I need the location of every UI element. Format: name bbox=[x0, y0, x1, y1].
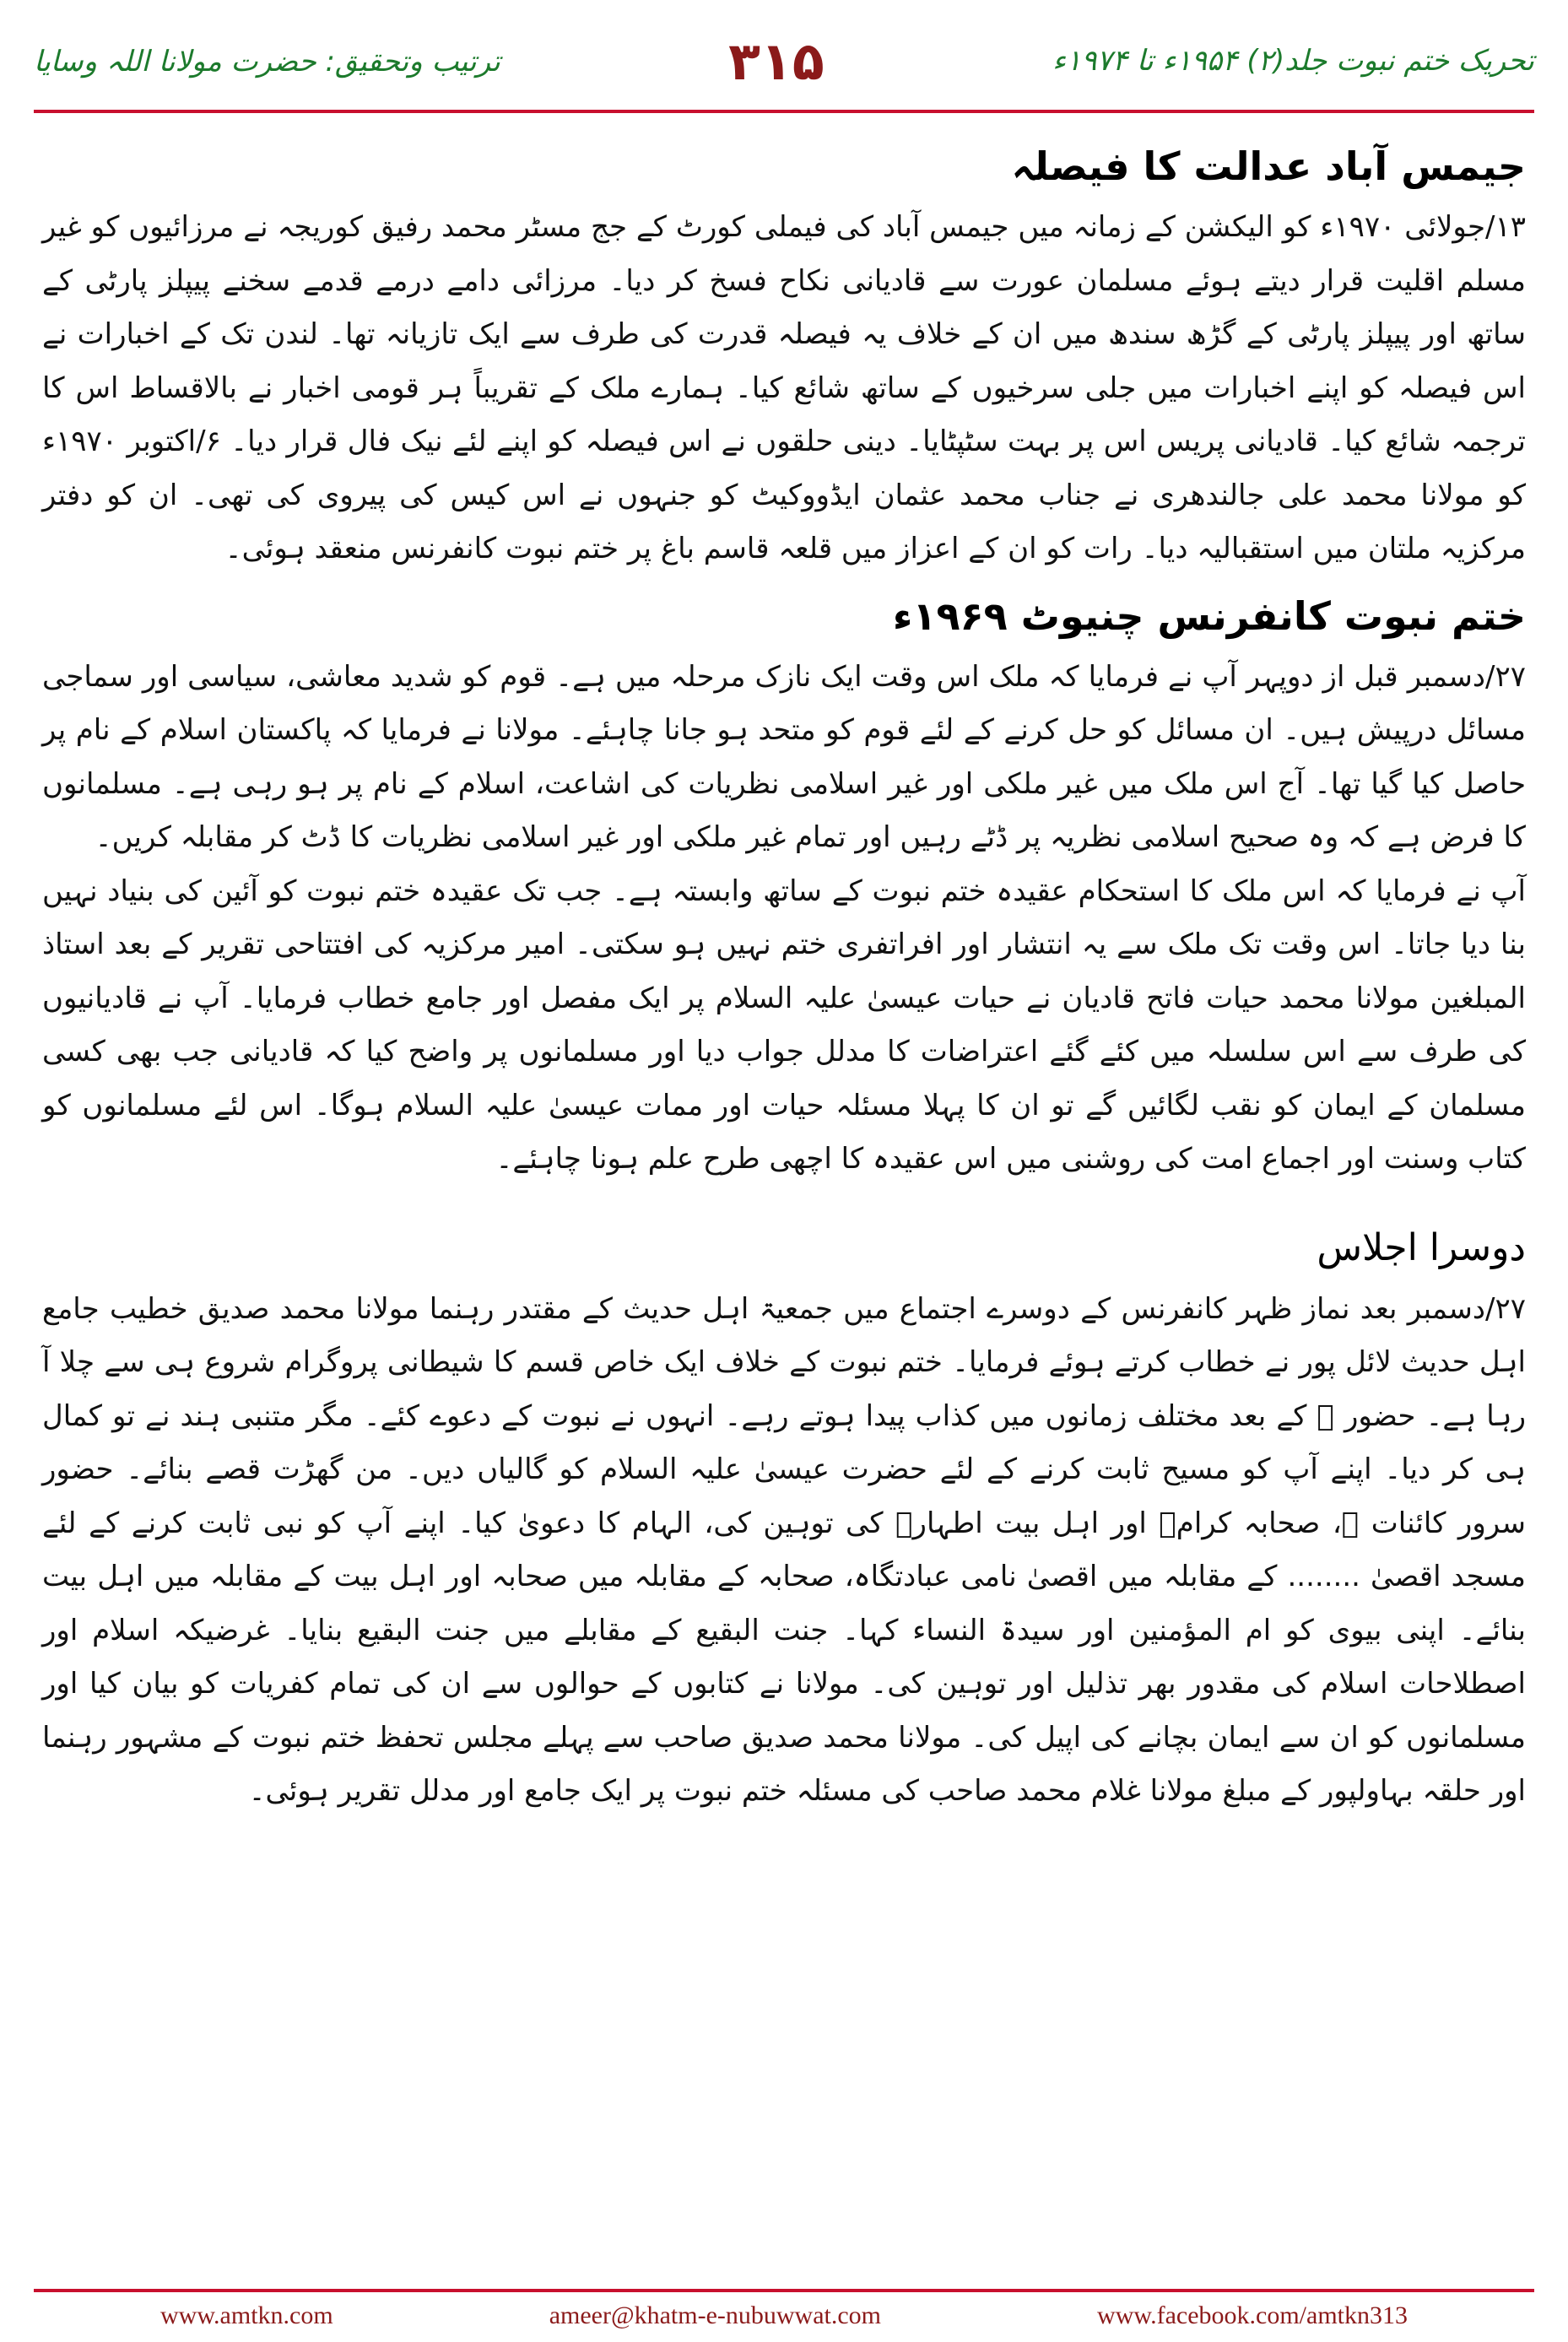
section-heading: دوسرا اجلاس bbox=[1317, 1225, 1526, 1269]
page-number: ۳۱۵ bbox=[728, 30, 825, 92]
paragraph: ۲۷/دسمبر بعد نماز ظہر کانفرنس کے دوسرے اجتماع میں جمعیۃ اہل حدیث کے مقتدر رہنما مولانا محمد صدیق خطیب جامع اہل حدیث لائل پور نے خطاب کرتے ہوئے فرمایا۔ ختم نبوت کے خلاف ایک خاص قسم کا شیطانی پروگرام شروع ہی سے چلا آ رہا ہے۔ حضور ﷺ کے بعد مختلف زمانوں میں کذاب پیدا ہوتے رہے۔ انہوں نے نبوت کے دعوے کئے۔ مگر متنبی ہند نے تو کمال ہی کر دیا۔ اپنے آپ کو مسیح ثابت کرنے کے لئے حضرت عیسیٰ علیہ السلام کو گالیاں دیں۔ من گھڑت قصے بنائے۔ حضور سرور کائنات ﷺ، صحابہ کرامؓ اور اہل بیت اطہارؓ کی توہین کی، الہام کا دعویٰ کیا۔ اپنے آپ کو نبی ثابت کرنے کے لئے مسجد اقصیٰ ........ کے مقابلہ میں اقصیٰ نامی عبادتگاہ، صحابہ کے مقابلہ میں صحابہ اور اہل بیت کے مقابلہ میں اہل بیت بنائے۔ اپنی بیوی کو ام المؤمنین اور سیدۃ النساء کہا۔ جنت البقیع کے مقابلے میں جنت البقیع بنایا۔ غرضیکہ اسلام اور اصطلاحات اسلام کی مقدور بھر تذلیل اور توہین کی۔ مولانا نے کتابوں کے حوالوں سے ان کی تمام کفریات کو بیان کیا اور مسلمانوں کو ان سے ایمان بچانے کی اپیل کی۔ مولانا محمد صدیق صاحب سے پہلے مجلس تحفظ ختم نبوت کے مشہور رہنما اور حلقہ بہاولپور کے مبلغ مولانا غلام محمد صاحب کی مسئلہ ختم نبوت پر ایک جامع اور مدلل تقریر ہوئی۔ bbox=[42, 1291, 1526, 1808]
footer-divider bbox=[34, 2289, 1534, 2292]
email-link[interactable]: ameer@khatm-e-nubuwwat.com bbox=[549, 2301, 882, 2329]
page-body bbox=[42, 127, 1526, 2274]
paragraph: ۱۳/جولائی ۱۹۷۰ء کو الیکشن کے زمانہ میں جیمس آباد کی فیملی کورٹ کے جج مسٹر محمد رفیق کوریجہ نے مرزائیوں کو غیر مسلم اقلیت قرار دیتے ہوئے مسلمان عورت سے قادیانی نکاح فسخ کر دیا۔ مرزائی دامے درمے قدمے سخنے پیپلز پارٹی کے ساتھ اور پیپلز پارٹی کے گڑھ سندھ میں ان کے خلاف یہ فیصلہ قدرت کی طرف سے ایک تازیانہ تھا۔ لندن تک کے اخبارات نے اس فیصلہ کو اپنے اخبارات میں جلی سرخیوں کے ساتھ شائع کیا۔ ہمارے ملک کے تقریباً ہر قومی اخبار نے بالاقساط اس کا ترجمہ شائع کیا۔ قادیانی پریس اس پر بہت سٹپٹایا۔ دینی حلقوں نے اس فیصلہ کو اپنے لئے نیک فال قرار دیا۔ ۶/اکتوبر ۱۹۷۰ء کو مولانا محمد علی جالندھری نے جناب محمد عثمان ایڈووکیٹ کو جنہوں نے اس کیس کی پیروی کی تھی۔ ان کو دفتر مرکزیہ ملتان میں استقبالیہ دیا۔ رات کو ان کے اعزاز میں قلعہ قاسم باغ پر ختم نبوت کانفرنس منعقد ہوئی۔ bbox=[42, 210, 1526, 565]
paragraph: ۲۷/دسمبر قبل از دوپہر آپ نے فرمایا کہ ملک اس وقت ایک نازک مرحلہ میں ہے۔ قوم کو شدید معاشی، سیاسی اور سماجی مسائل درپیش ہیں۔ ان مسائل کو حل کرنے کے لئے قوم کو متحد ہو جانا چاہئے۔ مولانا نے فرمایا کہ پاکستان اسلام کے نام پر حاصل کیا گیا تھا۔ آج اس ملک میں غیر ملکی اور غیر اسلامی نظریات کی اشاعت، اسلام کے نام پر ہو رہی ہے۔ مسلمانوں کا فرض ہے کہ وہ صحیح اسلامی نظریہ پر ڈٹے رہیں اور تمام غیر ملکی اور غیر اسلامی نظریات کا ڈٹ کر مقابلہ کریں۔ bbox=[42, 659, 1526, 854]
facebook-link[interactable]: www.facebook.com/amtkn313 bbox=[1097, 2301, 1408, 2329]
header-divider bbox=[34, 110, 1534, 113]
page-footer bbox=[160, 2297, 1408, 2334]
website-link[interactable]: www.amtkn.com bbox=[160, 2301, 333, 2329]
section-heading: ختم نبوت کانفرنس چنیوٹ ۱۹۶۹ء bbox=[892, 592, 1526, 639]
section-heading: جیمس آباد عدالت کا فیصلہ bbox=[1011, 143, 1526, 189]
header-editor-credit: ترتیب وتحقیق: حضرت مولانا اللہ وسایا bbox=[34, 44, 500, 78]
header-book-title: تحریک ختم نبوت جلد(۲) ۱۹۵۴ء تا ۱۹۷۴ء bbox=[1052, 44, 1534, 78]
page-header bbox=[34, 20, 1534, 101]
paragraph: آپ نے فرمایا کہ اس ملک کا استحکام عقیدہ ختم نبوت کے ساتھ وابستہ ہے۔ جب تک عقیدہ ختم نبوت کو آئین کی بنیاد نہیں بنا دیا جاتا۔ اس وقت تک ملک سے یہ انتشار اور افراتفری ختم نہیں ہو سکتی۔ امیر مرکزیہ کی افتتاحی تقریر کے بعد استاذ المبلغین مولانا محمد حیات فاتح قادیان نے حیات عیسیٰ علیہ السلام پر ایک مفصل اور جامع خطاب فرمایا۔ آپ نے قادیانیوں کی طرف سے اس سلسلہ میں کئے گئے اعتراضات کا مدلل جواب دیا اور مسلمانوں پر واضح کیا کہ قادیانی جب بھی کسی مسلمان کے ایمان کو نقب لگائیں گے تو ان کا پہلا مسئلہ حیات اور ممات عیسیٰ علیہ السلام ہوگا۔ اس لئے مسلمانوں کو کتاب وسنت اور اجماع امت کی روشنی میں اس عقیدہ کا اچھی طرح علم ہونا چاہئے۔ bbox=[42, 874, 1526, 1176]
